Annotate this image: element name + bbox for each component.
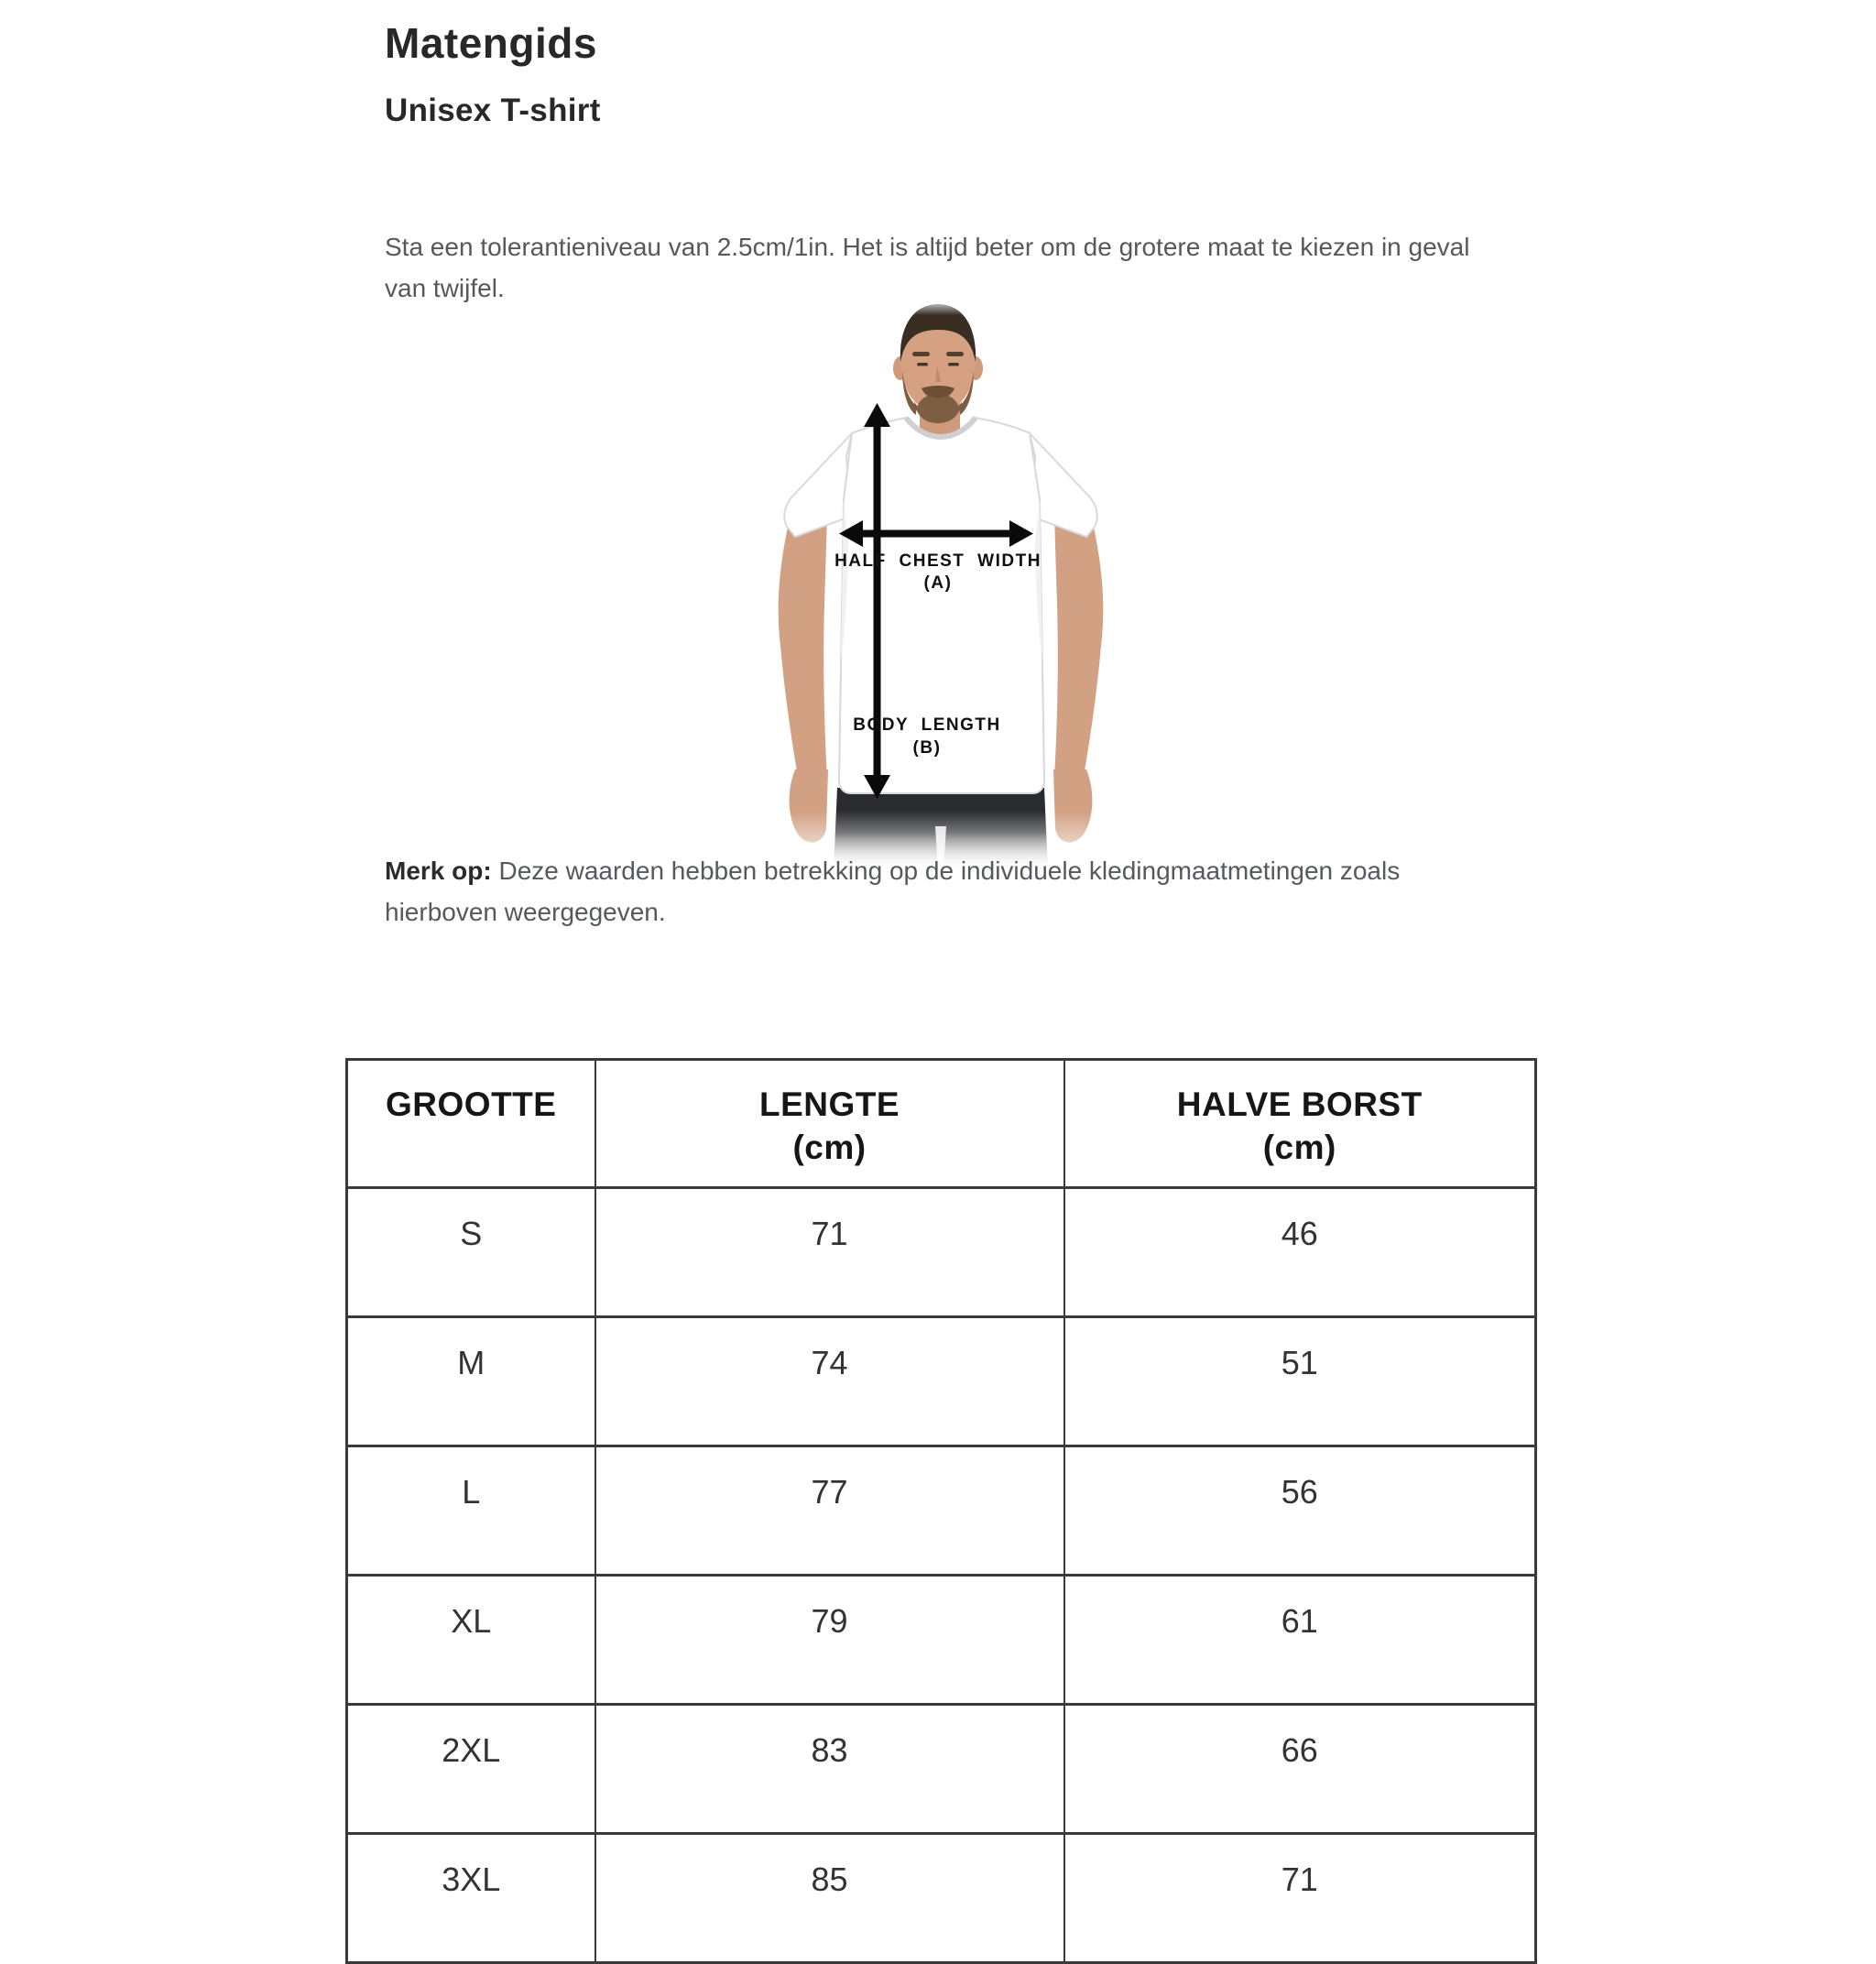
col-header-unit: (cm) <box>1262 1129 1336 1166</box>
intro-line-2: van twijfel. <box>385 274 505 302</box>
cell-size: 2XL <box>347 1705 595 1834</box>
cell-lengte: 79 <box>595 1576 1064 1705</box>
cell-lengte: 83 <box>595 1705 1064 1834</box>
half-chest-width-label: HALF CHEST WIDTH <box>834 551 1042 571</box>
cell-halve-borst: 71 <box>1064 1834 1536 1963</box>
note-line-2: hierboven weergegeven. <box>385 898 666 926</box>
size-table <box>345 1058 1537 1964</box>
cell-lengte: 74 <box>595 1317 1064 1446</box>
cell-lengte: 71 <box>595 1188 1064 1317</box>
table-row <box>347 1188 1536 1317</box>
cell-lengte: 85 <box>595 1834 1064 1963</box>
cell-halve-borst: 51 <box>1064 1317 1536 1446</box>
size-table-header <box>347 1060 1536 1188</box>
cell-size: 3XL <box>347 1834 595 1963</box>
page-subtitle: Unisex T-shirt <box>385 93 601 128</box>
half-chest-key-label: (A) <box>923 573 953 593</box>
table-row <box>347 1576 1536 1705</box>
table-row <box>347 1834 1536 1963</box>
note-text <box>385 850 1576 933</box>
body-length-key-label: (B) <box>912 738 942 758</box>
cell-halve-borst: 46 <box>1064 1188 1536 1317</box>
cell-halve-borst: 66 <box>1064 1705 1536 1834</box>
col-header-title: GROOTTE <box>386 1086 557 1123</box>
cell-size: L <box>347 1446 595 1576</box>
size-table-body <box>347 1188 1536 1963</box>
page-title: Matengids <box>385 19 597 67</box>
body-length-label: BODY LENGTH <box>853 715 1001 735</box>
col-header-lengte <box>595 1060 1064 1188</box>
table-row <box>347 1446 1536 1576</box>
cell-lengte: 77 <box>595 1446 1064 1576</box>
cell-size: M <box>347 1317 595 1446</box>
model-head <box>893 300 983 436</box>
cell-size: XL <box>347 1576 595 1705</box>
table-row <box>347 1705 1536 1834</box>
cell-halve-borst: 56 <box>1064 1446 1536 1576</box>
size-diagram-photo <box>550 275 1328 870</box>
intro-line-1: Sta een tolerantieniveau van 2.5cm/1in. Het is altijd beter om de grotere maat te kiezen in geval <box>385 233 1470 261</box>
col-header-grootte <box>347 1060 595 1188</box>
col-header-unit: (cm) <box>792 1129 867 1166</box>
model-tshirt <box>784 418 1096 793</box>
tshirt-measure-diagram <box>550 275 1328 870</box>
note-label: Merk op: <box>385 857 492 885</box>
col-header-halve-borst <box>1064 1060 1536 1188</box>
cell-halve-borst: 61 <box>1064 1576 1536 1705</box>
cell-size: S <box>347 1188 595 1317</box>
note-line-1: Deze waarden hebben betrekking op de individuele kledingmaatmetingen zoals <box>498 857 1401 885</box>
table-row <box>347 1317 1536 1446</box>
col-header-title: LENGTE <box>758 1086 900 1123</box>
col-header-title: HALVE BORST <box>1176 1086 1423 1123</box>
